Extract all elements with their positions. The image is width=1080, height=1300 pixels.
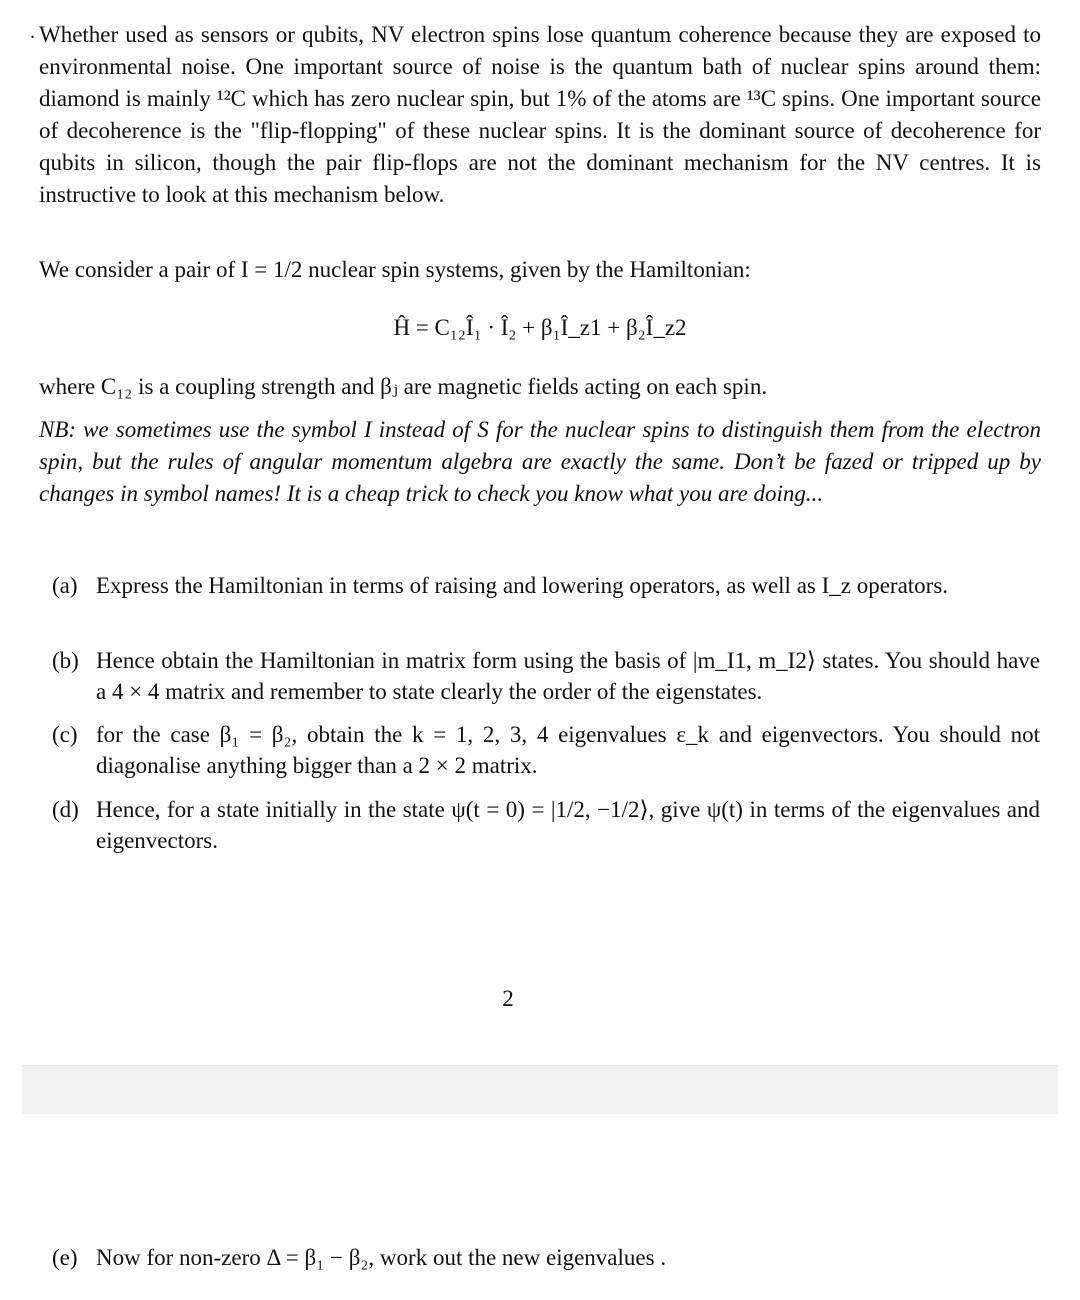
question-part-d (52, 794, 1040, 856)
intro-text: Whether used as sensors or qubits, NV electron spins lose quantum coherence because they are exposed to environmental noise. One important source of noise is the quantum bath of nuclear spins around them: diamond is mainly ¹²C which has zero nuclear spin, but 1% of the atoms are ¹³C spins. One important source of decoherence is the "flip-flopping" of these nuclear spins. It is the dominant source of decoherence for qubits in silicon, though the pair flip-flops are not the dominant mechanism for the NV centres. It is instructive to look at this mechanism below. (39, 22, 1041, 207)
part-label: (c) (52, 722, 78, 747)
intro-paragraph (39, 19, 1041, 211)
part-label: (d) (52, 797, 79, 822)
nb-text: NB: we sometimes use the symbol I instead of S for the nuclear spins to distinguish them from the electron spin, but the rules of angular momentum algebra are exactly the same. Don’t be fazed or tripped up by changes in symbol names! It is a cheap trick to check you know what you are doing... (39, 417, 1041, 506)
nb-note (39, 414, 1041, 510)
where-text: where C₁₂ is a coupling strength and βⱼ are magnetic fields acting on each spin. (39, 374, 768, 399)
part-text: for the case β₁ = β₂, obtain the k = 1, 2, 3, 4 eigenvalues ε_k and eigenvectors. You should not diagonalise anything bigger than a 2 × 2 matrix. (96, 722, 1040, 778)
where-paragraph (39, 371, 1041, 403)
part-text: Express the Hamiltonian in terms of raising and lowering operators, as well as I_z operators. (96, 573, 949, 598)
part-text: Hence obtain the Hamiltonian in matrix form using the basis of |m_I1, m_I2⟩ states. You should have a 4 × 4 matrix and remember to state clearly the order of the eigenstates. (96, 648, 1040, 704)
page-number: 2 (502, 986, 514, 1011)
margin-dot: . (30, 21, 35, 43)
question-part-c (52, 719, 1040, 781)
question-part-a (52, 570, 1040, 601)
question-part-e (52, 1242, 1040, 1273)
question-part-b (52, 645, 1040, 707)
part-text: Hence, for a state initially in the state ψ(t = 0) = |1/2, −1/2⟩, give ψ(t) in terms of the eigenvalues and eigenvectors. (96, 797, 1040, 853)
part-label: (a) (52, 573, 78, 598)
consider-text: We consider a pair of I = 1/2 nuclear spin systems, given by the Hamiltonian: (39, 257, 751, 282)
equation-text: Ĥ = C₁₂Î₁ · Î₂ + β₁Î_z1 + β₂Î_z2 (393, 315, 687, 340)
page-separator (22, 1065, 1058, 1114)
consider-paragraph (39, 254, 1041, 286)
part-label: (b) (52, 648, 79, 673)
part-text: Now for non-zero Δ = β₁ − β₂, work out the new eigenvalues . (96, 1245, 667, 1270)
hamiltonian-equation (0, 312, 1080, 344)
part-label: (e) (52, 1245, 78, 1270)
